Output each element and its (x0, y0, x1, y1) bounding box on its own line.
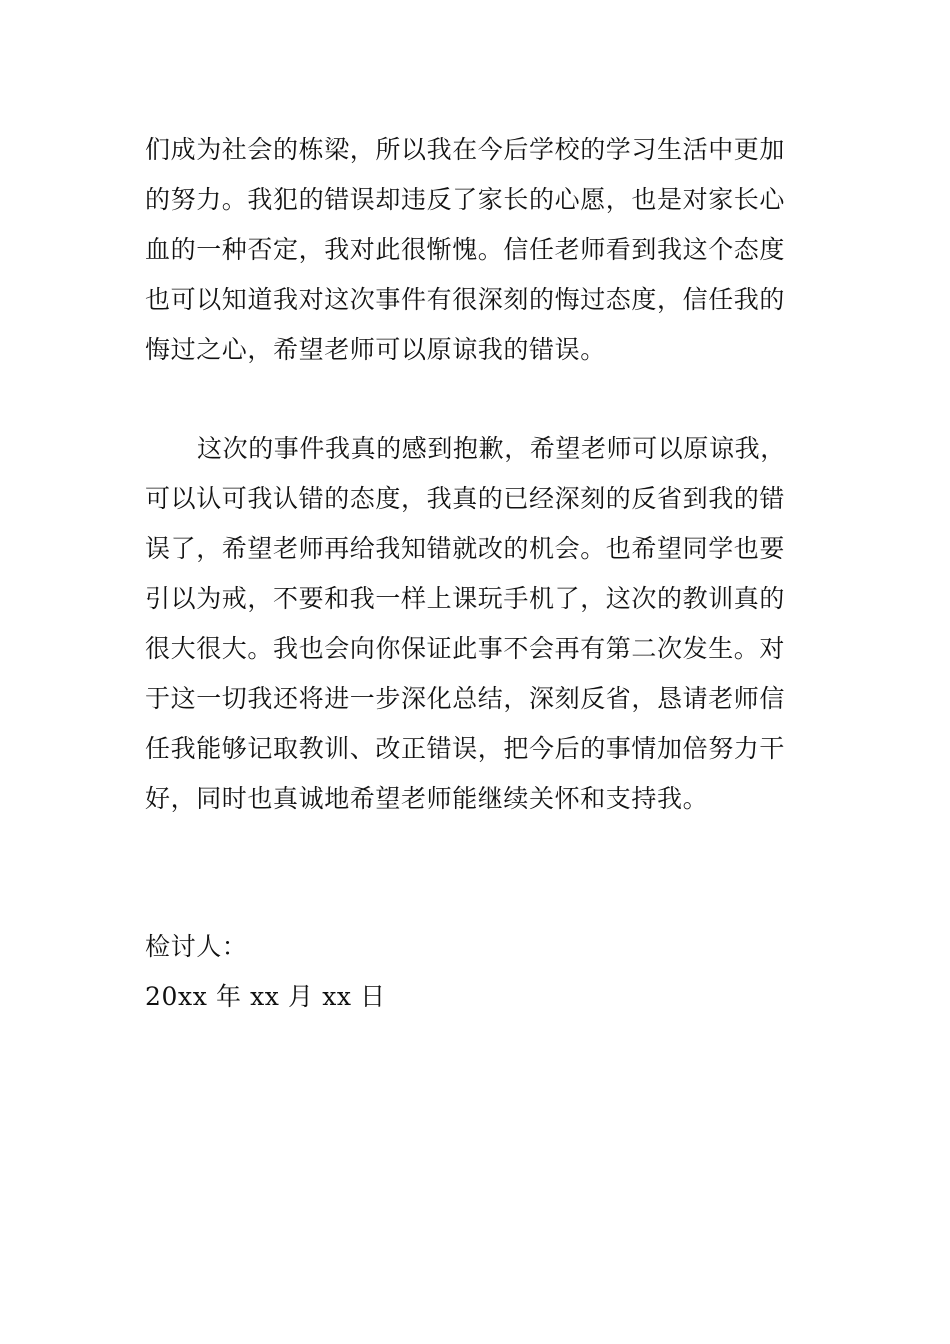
paragraph-2-line-8: 好，同时也真诚地希望老师能继续关怀和支持我。 (145, 784, 709, 813)
paragraph-2-line-3: 误了，希望老师再给我知错就改的机会。也希望同学也要 (145, 534, 786, 563)
paragraph-1-line-4: 也可以知道我对这次事件有很深刻的悔过态度，信任我的 (145, 285, 786, 314)
paragraph-2-line-4: 引以为戒，不要和我一样上课玩手机了，这次的教训真的 (145, 584, 786, 613)
paragraph-2-line-2: 可以认可我认错的态度，我真的已经深刻的反省到我的错 (145, 484, 786, 513)
paragraph-2-line-1: 这次的事件我真的感到抱歉，希望老师可以原谅我， (197, 434, 786, 463)
paragraph-1-line-5: 悔过之心，希望老师可以原谅我的错误。 (145, 335, 606, 364)
paragraph-2-line-6: 于这一切我还将进一步深化总结，深刻反省，恳请老师信 (145, 684, 786, 713)
paragraph-1-line-3: 血的一种否定，我对此很惭愧。信任老师看到我这个态度 (145, 235, 786, 264)
paragraph-1-line-1: 们成为社会的栋梁，所以我在今后学校的学习生活中更加 (145, 135, 786, 164)
signature-date: 20xx 年 xx 月 xx 日 (145, 982, 386, 1011)
signature-label: 检讨人： (145, 932, 248, 961)
paragraph-2-line-7: 任我能够记取教训、改正错误，把今后的事情加倍努力干 (145, 734, 786, 763)
paragraph-1-line-2: 的努力。我犯的错误却违反了家长的心愿，也是对家长心 (145, 185, 786, 214)
paragraph-2-line-5: 很大很大。我也会向你保证此事不会再有第二次发生。对 (145, 634, 786, 663)
